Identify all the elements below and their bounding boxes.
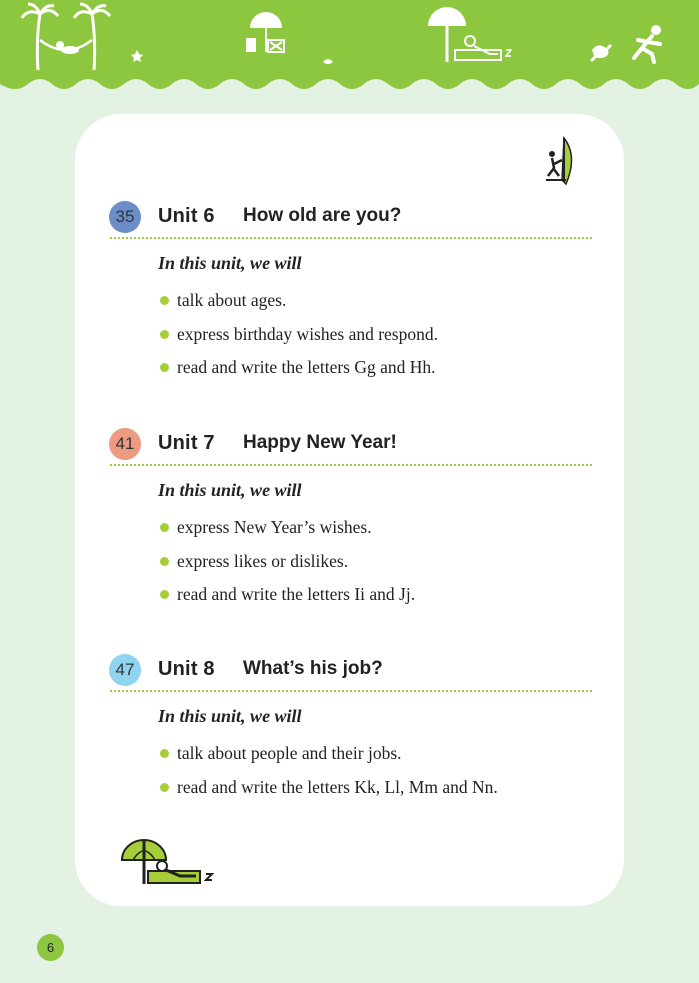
goal-list [160, 743, 498, 810]
list-item [160, 551, 415, 585]
unit-7-section [108, 427, 592, 604]
list-item [160, 290, 438, 324]
goal-text: talk about ages. [177, 290, 287, 310]
page-number-badge[interactable]: 41 [109, 428, 141, 460]
page-number: 6 [37, 934, 64, 961]
goal-list [160, 290, 438, 391]
bullet-dot [160, 523, 169, 532]
list-item [160, 357, 438, 391]
unit-number: Unit 7 [158, 432, 215, 454]
list-item [160, 517, 415, 551]
list-item [160, 584, 415, 618]
unit-8-section [108, 653, 592, 797]
bullet-dot [160, 783, 169, 792]
unit-header [108, 427, 592, 467]
page-number-badge[interactable]: 35 [109, 201, 141, 233]
goal-text: read and write the letters Kk, Ll, Mm and Nn. [177, 776, 498, 797]
unit-number: Unit 6 [158, 205, 215, 227]
top-banner [0, 0, 699, 100]
unit-intro: In this unit, we will [158, 706, 302, 726]
unit-number: Unit 8 [158, 658, 215, 680]
list-item [160, 777, 498, 811]
unit-header [108, 653, 592, 693]
bullet-dot [160, 557, 169, 566]
dotted-divider [110, 464, 592, 466]
beach-umbrella-sunbather-icon [120, 838, 218, 890]
goal-text: read and write the letters Ii and Jj. [177, 584, 416, 604]
bullet-dot [160, 296, 169, 305]
dotted-divider [110, 690, 592, 692]
unit-intro: In this unit, we will [158, 480, 302, 500]
bullet-dot [160, 363, 169, 372]
goal-list [160, 517, 415, 618]
goal-text: read and write the letters Gg and Hh. [177, 357, 436, 377]
list-item [160, 324, 438, 358]
goal-text: talk about people and their jobs. [177, 743, 402, 763]
unit-title[interactable]: What’s his job? [243, 658, 383, 679]
goal-text: express likes or dislikes. [177, 550, 349, 571]
goal-text: express birthday wishes and respond. [177, 323, 438, 344]
list-item [160, 743, 498, 777]
bullet-dot [160, 330, 169, 339]
unit-intro: In this unit, we will [158, 253, 302, 273]
goal-text: express New Year’s wishes. [177, 517, 372, 537]
unit-6-section [108, 200, 592, 377]
unit-header [108, 200, 592, 240]
unit-title[interactable]: How old are you? [243, 205, 402, 226]
unit-title[interactable]: Happy New Year! [243, 432, 397, 453]
bullet-dot [160, 590, 169, 599]
bullet-dot [160, 749, 169, 758]
dotted-divider [110, 237, 592, 239]
page-number-badge[interactable]: 47 [109, 654, 141, 686]
windsurfer-icon [544, 136, 578, 188]
